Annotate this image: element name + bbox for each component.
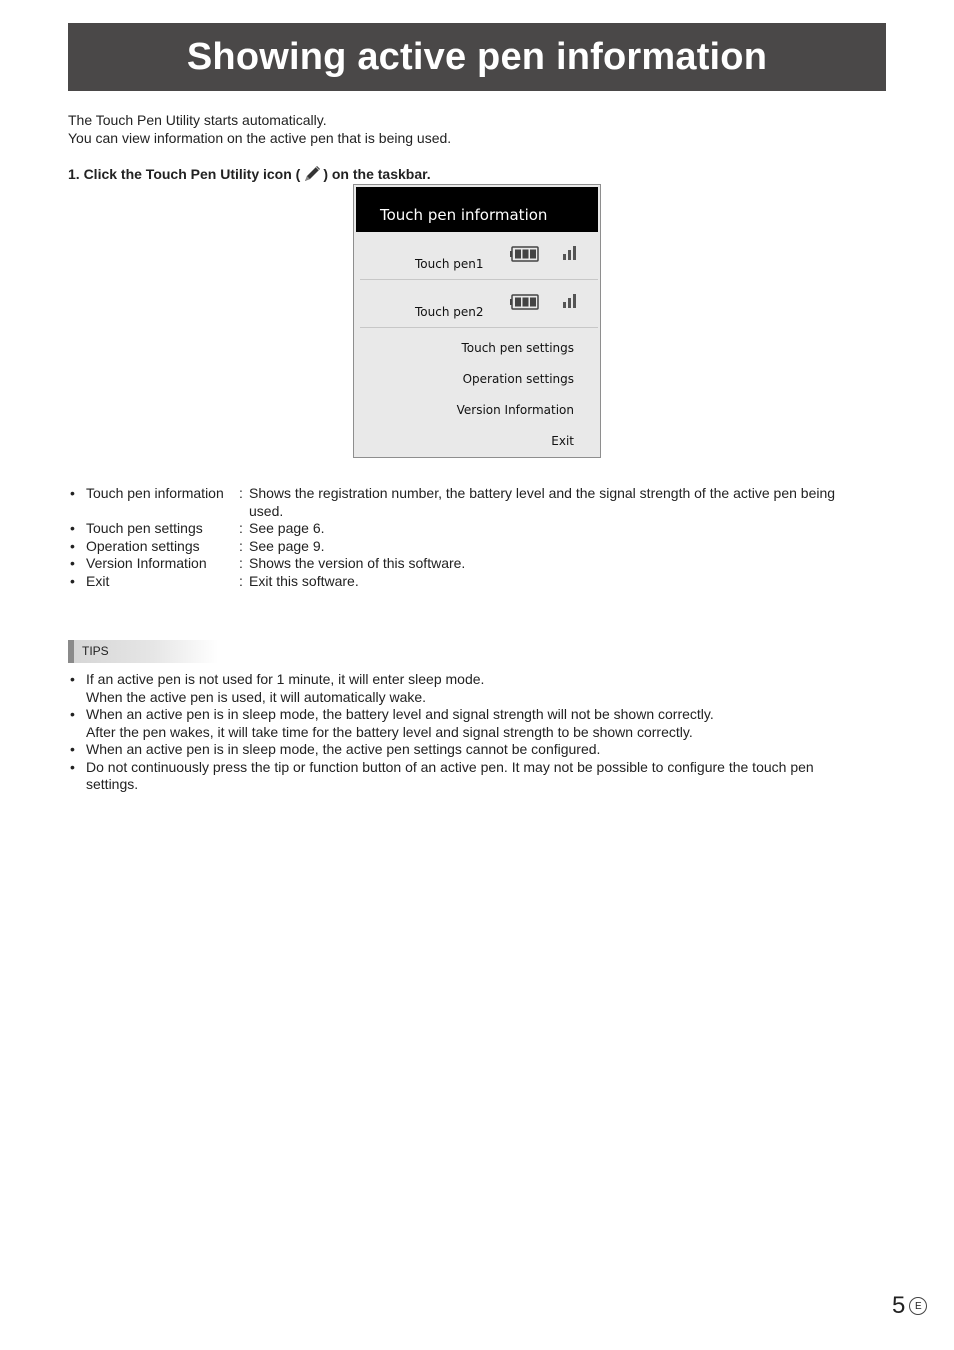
- separator: :: [239, 520, 243, 536]
- tip-line: When an active pen is in sleep mode, the battery level and signal strength will not be shown correctly.: [86, 706, 714, 722]
- menu-item-touch-pen-settings[interactable]: Touch pen settings: [461, 341, 574, 355]
- tip-text: [86, 706, 888, 741]
- page-number-value: 5: [892, 1292, 906, 1319]
- tip-line: If an active pen is not used for 1 minute, it will enter sleep mode.: [86, 671, 485, 687]
- definition-desc: See page 9.: [249, 537, 325, 554]
- separator: :: [239, 572, 243, 589]
- step-text-after: ) on the taskbar.: [323, 166, 431, 182]
- touch-pen-row[interactable]: [360, 232, 598, 280]
- touch-pen-row[interactable]: [360, 280, 598, 328]
- popup-header: Touch pen information: [356, 187, 598, 232]
- list-item: [68, 573, 888, 591]
- list-item: [68, 555, 888, 573]
- tips-label: TIPS: [68, 640, 218, 663]
- list-item: [68, 706, 888, 741]
- menu-item-exit[interactable]: Exit: [551, 434, 574, 448]
- list-item: [68, 671, 888, 706]
- definition-term: Version Information: [86, 555, 207, 571]
- intro-line: You can view information on the active pen that is being used.: [68, 130, 452, 146]
- bullet: •: [70, 485, 75, 501]
- bullet: •: [70, 572, 75, 589]
- touch-pen-popup-menu: [353, 184, 601, 458]
- definition-term: Operation settings: [86, 537, 200, 554]
- menu-definitions-list: [68, 485, 888, 590]
- touch-pen-label: Touch pen2: [415, 305, 484, 319]
- definition-desc: Shows the version of this software.: [249, 555, 466, 571]
- page-number: [892, 1292, 927, 1320]
- menu-item-version-information[interactable]: Version Information: [456, 403, 574, 417]
- intro-line: The Touch Pen Utility starts automatically.: [68, 112, 327, 128]
- tip-line: When the active pen is used, it will automatically wake.: [86, 688, 427, 705]
- language-mark: E: [909, 1297, 927, 1315]
- tip-text: [86, 759, 888, 794]
- definition-desc: See page 6.: [249, 520, 325, 536]
- step-1: [68, 164, 431, 184]
- pen-icon: [301, 164, 323, 184]
- list-item: [68, 485, 888, 520]
- definition-term: Exit: [86, 572, 110, 589]
- step-text-before: 1. Click the Touch Pen Utility icon (: [68, 166, 301, 182]
- tip-line: Do not continuously press the tip or function button of an active pen. It may not be possible to configure the touch pen settings.: [86, 758, 814, 792]
- list-item: [68, 759, 888, 794]
- page-title: Showing active pen information: [68, 23, 886, 91]
- intro-text: [68, 111, 451, 147]
- list-item: [68, 741, 888, 759]
- bullet: •: [70, 520, 75, 536]
- definition-term: Touch pen information: [86, 485, 224, 501]
- battery-full-icon: [510, 246, 540, 262]
- tip-line: After the pen wakes, it will take time for the battery level and signal strength to be shown correctly.: [86, 723, 693, 740]
- menu-item-operation-settings[interactable]: Operation settings: [462, 372, 574, 386]
- bullet: •: [70, 671, 75, 687]
- separator: :: [239, 555, 243, 571]
- list-item: [68, 538, 888, 556]
- signal-bars-icon: [562, 245, 578, 261]
- bullet: •: [70, 537, 75, 554]
- separator: :: [239, 537, 243, 554]
- separator: :: [239, 485, 243, 501]
- tip-text: [86, 671, 888, 706]
- tip-text: [86, 741, 888, 759]
- touch-pen-label: Touch pen1: [415, 257, 484, 271]
- tip-line: When an active pen is in sleep mode, the active pen settings cannot be configured.: [86, 741, 601, 757]
- list-item: [68, 520, 888, 538]
- definition-desc: Shows the registration number, the battery level and the signal strength of the active pen being used.: [249, 485, 836, 519]
- battery-full-icon: [510, 294, 540, 310]
- definition-term: Touch pen settings: [86, 520, 203, 536]
- bullet: •: [70, 555, 75, 571]
- signal-bars-icon: [562, 293, 578, 309]
- definition-desc: Exit this software.: [249, 572, 359, 589]
- tips-list: [68, 671, 888, 794]
- bullet: •: [70, 741, 75, 757]
- bullet: •: [70, 706, 75, 722]
- bullet: •: [70, 758, 75, 775]
